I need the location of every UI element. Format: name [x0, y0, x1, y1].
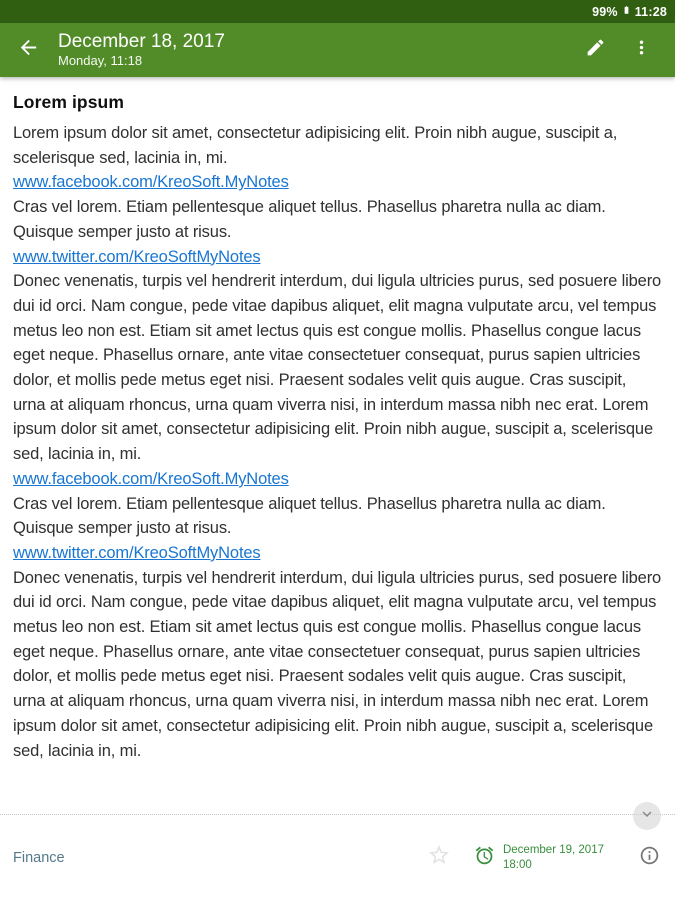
note-title: Lorem ipsum — [13, 92, 124, 112]
app-bar-actions — [575, 30, 661, 70]
overflow-menu-button[interactable] — [621, 30, 661, 70]
three-dots-icon — [631, 37, 652, 63]
facebook-link[interactable]: www.facebook.com/KreoSoft.MyNotes — [13, 173, 289, 192]
note-paragraph: Cras vel lorem. Etiam pellentesque aliquet tellus. Phasellus pharetra nulla ac diam. Quisque semper justo at risus. — [13, 198, 606, 241]
battery-percent: 99% — [592, 4, 618, 19]
status-clock: 11:28 — [634, 4, 667, 19]
twitter-link[interactable]: www.twitter.com/KreoSoftMyNotes — [13, 247, 261, 266]
battery-icon — [622, 3, 631, 20]
note-info-button[interactable] — [636, 845, 662, 871]
facebook-link[interactable]: www.facebook.com/KreoSoft.MyNotes — [13, 469, 289, 488]
pencil-icon — [585, 37, 606, 63]
status-bar — [0, 0, 675, 23]
info-outline-icon — [639, 845, 660, 871]
note-paragraph: Donec venenatis, turpis vel hendrerit interdum, dui ligula ultricies purus, sed posuere libero dui id orci. Nam congue, pede vitae dapibus aliquet, elit magna vulputate arcu, vel tempus metus leo non est. Etiam sit amet lectus quis est congue mollis. Phasellus congue lacus eget neque. Phasellus ornare, ante vitae consectetuer consequat, purus sapien ultricies dolor, et mollis pede metus eget nisi. Praesent sodales velit quis augue. Cras suscipit, urna at aliquam rhoncus, urna quam viverra nisi, in interdum massa nibh nec erat. Lorem ipsum dolor sit amet, consectetur adipisicing elit. Proin nibh augue, suscipit a, scelerisque sed, lacinia in, mi. — [13, 272, 662, 464]
note-date-subtitle: Monday, 11:18 — [58, 53, 143, 68]
back-arrow-icon — [17, 36, 40, 64]
reminder-date: December 19, 2017 — [502, 843, 604, 856]
reminder-datetime — [503, 843, 604, 873]
app-bar — [0, 23, 675, 77]
note-paragraph: Lorem ipsum dolor sit amet, consectetur adipisicing elit. Proin nibh augue, suscipit a, scelerisque sed, lacinia in, mi. — [13, 124, 618, 167]
star-outline-icon — [427, 843, 451, 872]
note-date-header — [58, 31, 575, 69]
alarm-clock-icon — [474, 845, 495, 871]
scroll-down-button[interactable] — [633, 802, 661, 830]
twitter-link[interactable]: www.twitter.com/KreoSoftMyNotes — [13, 543, 261, 562]
favorite-button[interactable] — [426, 845, 452, 871]
note-paragraph: Cras vel lorem. Etiam pellentesque aliquet tellus. Phasellus pharetra nulla ac diam. Quisque semper justo at risus. — [13, 494, 606, 538]
note-content[interactable] — [0, 77, 675, 815]
chevron-down-icon — [638, 805, 656, 828]
note-footer — [0, 815, 675, 900]
edit-note-button[interactable] — [575, 30, 615, 70]
back-button[interactable] — [8, 30, 48, 70]
note-paragraph: Donec venenatis, turpis vel hendrerit interdum, dui ligula ultricies purus, sed posuere libero dui id orci. Nam congue, pede vitae dapibus aliquet, elit magna vulputate arcu, vel tempus metus leo non est. Etiam sit amet lectus quis est congue mollis. Phasellus congue lacus eget neque. Phasellus ornare, ante vitae consectetuer consequat, purus sapien ultricies dolor, et mollis pede metus eget nisi. Praesent sodales velit quis augue. Cras suscipit, urna at aliquam rhoncus, urna quam viverra nisi, in interdum massa nibh nec erat. Lorem ipsum dolor sit amet, consectetur adipisicing elit. Proin nibh augue, suscipit a, scelerisque sed, lacinia in, mi. — [13, 568, 662, 760]
reminder-time: 18:00 — [502, 858, 532, 871]
reminder-chip[interactable] — [474, 843, 604, 873]
category-label[interactable]: Finance — [13, 849, 65, 866]
note-date-title: December 18, 2017 — [58, 31, 225, 52]
